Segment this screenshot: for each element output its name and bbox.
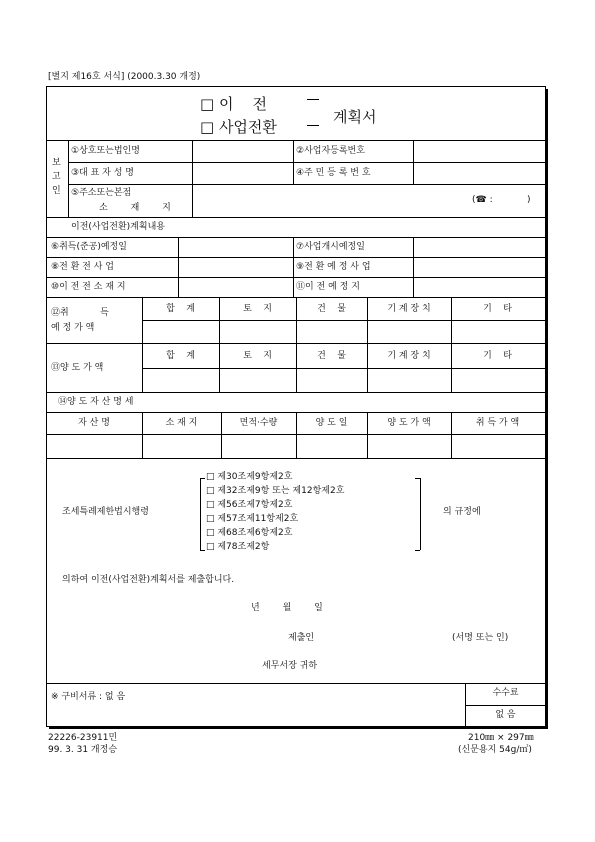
acq-machinery-field[interactable] bbox=[368, 321, 450, 342]
grid-line bbox=[46, 392, 546, 393]
trf-col-machinery: 기 계 장 치 bbox=[387, 351, 431, 361]
asset-area-field[interactable] bbox=[222, 435, 295, 457]
acq-col-other: 기 타 bbox=[483, 304, 512, 314]
business-reg-no-field[interactable] bbox=[414, 141, 544, 161]
acq-total-field[interactable] bbox=[143, 321, 218, 342]
business-start-date-label: ⑦사업개시예정일 bbox=[296, 242, 365, 252]
resident-no-field[interactable] bbox=[414, 163, 544, 183]
title-option-conversion[interactable]: □ 사업전환 bbox=[200, 118, 277, 136]
sign-note: (서명 또는 인) bbox=[452, 633, 509, 643]
addressee: 세무서장 귀하 bbox=[262, 661, 318, 671]
grid-line bbox=[68, 140, 69, 217]
business-start-date-field[interactable] bbox=[414, 238, 544, 256]
address-label-2: 소 재 지 bbox=[99, 203, 171, 213]
acquisition-amount-label-2: 예 정 가 액 bbox=[51, 323, 95, 333]
grid-line bbox=[46, 217, 546, 218]
reporter-label-1: 보 bbox=[52, 158, 61, 168]
company-name-label: ①상호또는법인명 bbox=[71, 146, 140, 156]
grid-line bbox=[293, 237, 294, 297]
law-option-2[interactable]: □ 제32조제9항 또는 제12항제2호 bbox=[206, 486, 345, 496]
transfer-amount-label: ⑬양 도 가 액 bbox=[51, 363, 104, 373]
acquisition-date-field[interactable] bbox=[179, 238, 292, 256]
asset-acquisition-price-field[interactable] bbox=[452, 435, 544, 457]
revision-note: 99. 3. 31 개정승 bbox=[48, 745, 118, 755]
assets-col-area: 면적·수량 bbox=[239, 418, 278, 428]
planned-location-field[interactable] bbox=[414, 278, 544, 296]
trf-col-other: 기 타 bbox=[483, 351, 512, 361]
trf-total-field[interactable] bbox=[143, 369, 218, 391]
law-option-6[interactable]: □ 제78조제2항 bbox=[206, 542, 270, 552]
acq-col-land: 토 지 bbox=[243, 304, 272, 314]
assets-col-acquisition-price: 취 득 가 액 bbox=[475, 418, 520, 428]
assets-col-location: 소 재 지 bbox=[165, 418, 198, 428]
acq-col-building: 건 물 bbox=[317, 304, 346, 314]
fee-value: 없 음 bbox=[495, 710, 516, 720]
attachments-note: ※ 구비서류 : 없 음 bbox=[51, 692, 126, 702]
bracket-left-top bbox=[200, 478, 205, 479]
planned-location-label: ⑪이 전 예 정 지 bbox=[296, 282, 360, 292]
before-location-field[interactable] bbox=[179, 278, 292, 296]
law-suffix: 의 규정에 bbox=[443, 507, 481, 517]
title-brace-bottom bbox=[307, 125, 319, 126]
asset-date-field[interactable] bbox=[297, 435, 366, 457]
frame-shadow-bottom bbox=[49, 726, 548, 729]
title-option-relocation[interactable]: □ 이 전 bbox=[200, 95, 267, 113]
before-location-label: ⑩이 전 전 소 재 지 bbox=[51, 282, 126, 292]
paper-type: (신문용지 54g/㎡) bbox=[458, 745, 532, 755]
representative-label: ③대 표 자 성 명 bbox=[71, 168, 134, 178]
assets-col-date: 양 도 일 bbox=[315, 418, 348, 428]
acq-land-field[interactable] bbox=[220, 321, 295, 342]
reporter-label-3: 인 bbox=[52, 186, 61, 196]
acq-col-machinery: 기 계 장 치 bbox=[387, 304, 431, 314]
form-header: [별지 제16호 서식] (2000.3.30 개정) bbox=[48, 72, 201, 82]
asset-transfer-price-field[interactable] bbox=[368, 435, 450, 457]
bracket-right bbox=[420, 478, 421, 550]
trf-col-total: 합 계 bbox=[166, 351, 195, 361]
assets-col-name: 자 산 명 bbox=[78, 418, 110, 428]
trf-col-building: 건 물 bbox=[317, 351, 346, 361]
law-option-3[interactable]: □ 제56조제7항제2호 bbox=[206, 500, 293, 510]
form-title: 계획서 bbox=[333, 108, 377, 126]
grid-line bbox=[293, 140, 294, 184]
planned-business-field[interactable] bbox=[414, 258, 544, 276]
submitter-field[interactable] bbox=[320, 628, 440, 644]
trf-building-field[interactable] bbox=[297, 369, 366, 391]
plan-section-title: 이전(사업전환)계획내용 bbox=[71, 222, 165, 232]
trf-col-land: 토 지 bbox=[243, 351, 272, 361]
law-name: 조세특례제한법시행령 bbox=[62, 507, 149, 517]
title-brace-top bbox=[307, 99, 319, 100]
date-line[interactable]: 년 월 일 bbox=[251, 603, 323, 613]
asset-location-field[interactable] bbox=[143, 435, 220, 457]
planned-business-label: ⑨전 환 예 정 사 업 bbox=[296, 262, 371, 272]
law-option-1[interactable]: □ 제30조제9항제2호 bbox=[206, 472, 293, 482]
acq-building-field[interactable] bbox=[297, 321, 366, 342]
acq-col-total: 합 계 bbox=[166, 304, 195, 314]
submission-sentence: 의하여 이전(사업전환)계획서를 제출합니다. bbox=[62, 575, 235, 585]
grid-line bbox=[465, 705, 546, 706]
form-number: 22226-23911민 bbox=[48, 733, 118, 743]
transfer-assets-title: ⑭양 도 자 산 명 세 bbox=[58, 397, 134, 407]
business-reg-no-label: ②사업자등록번호 bbox=[296, 146, 365, 156]
bracket-right-bottom bbox=[415, 550, 420, 551]
paper-size: 210㎜ × 297㎜ bbox=[468, 733, 534, 743]
bracket-left-bottom bbox=[200, 550, 205, 551]
grid-line bbox=[46, 458, 546, 459]
reporter-label-2: 고 bbox=[52, 172, 61, 182]
acquisition-amount-label-1: ⑫취 득 bbox=[51, 308, 109, 318]
phone-field[interactable]: (☎ : ) bbox=[472, 195, 531, 205]
company-name-field[interactable] bbox=[193, 141, 292, 161]
bracket-right-top bbox=[415, 478, 420, 479]
before-business-field[interactable] bbox=[179, 258, 292, 276]
law-option-4[interactable]: □ 제57조제11항제2호 bbox=[206, 514, 299, 524]
representative-field[interactable] bbox=[193, 163, 292, 183]
bracket-left bbox=[200, 478, 201, 550]
acquisition-date-label: ⑥취득(준공)예정일 bbox=[51, 242, 127, 252]
assets-col-transfer-price: 양 도 가 액 bbox=[387, 418, 431, 428]
frame-shadow-right bbox=[545, 89, 548, 729]
resident-no-label: ④주 민 등 록 번 호 bbox=[296, 168, 371, 178]
address-label-1: ⑤주소또는본점 bbox=[71, 188, 132, 198]
submitter-label: 제출인 bbox=[288, 633, 315, 643]
asset-name-field[interactable] bbox=[48, 435, 141, 457]
fee-label: 수수료 bbox=[492, 688, 519, 698]
trf-land-field[interactable] bbox=[220, 369, 295, 391]
acq-other-field[interactable] bbox=[452, 321, 544, 342]
law-option-5[interactable]: □ 제68조제6항제2호 bbox=[206, 528, 293, 538]
trf-machinery-field[interactable] bbox=[368, 369, 450, 391]
before-business-label: ⑧전 환 전 사 업 bbox=[51, 262, 114, 272]
trf-other-field[interactable] bbox=[452, 369, 544, 391]
grid-line bbox=[46, 683, 546, 684]
